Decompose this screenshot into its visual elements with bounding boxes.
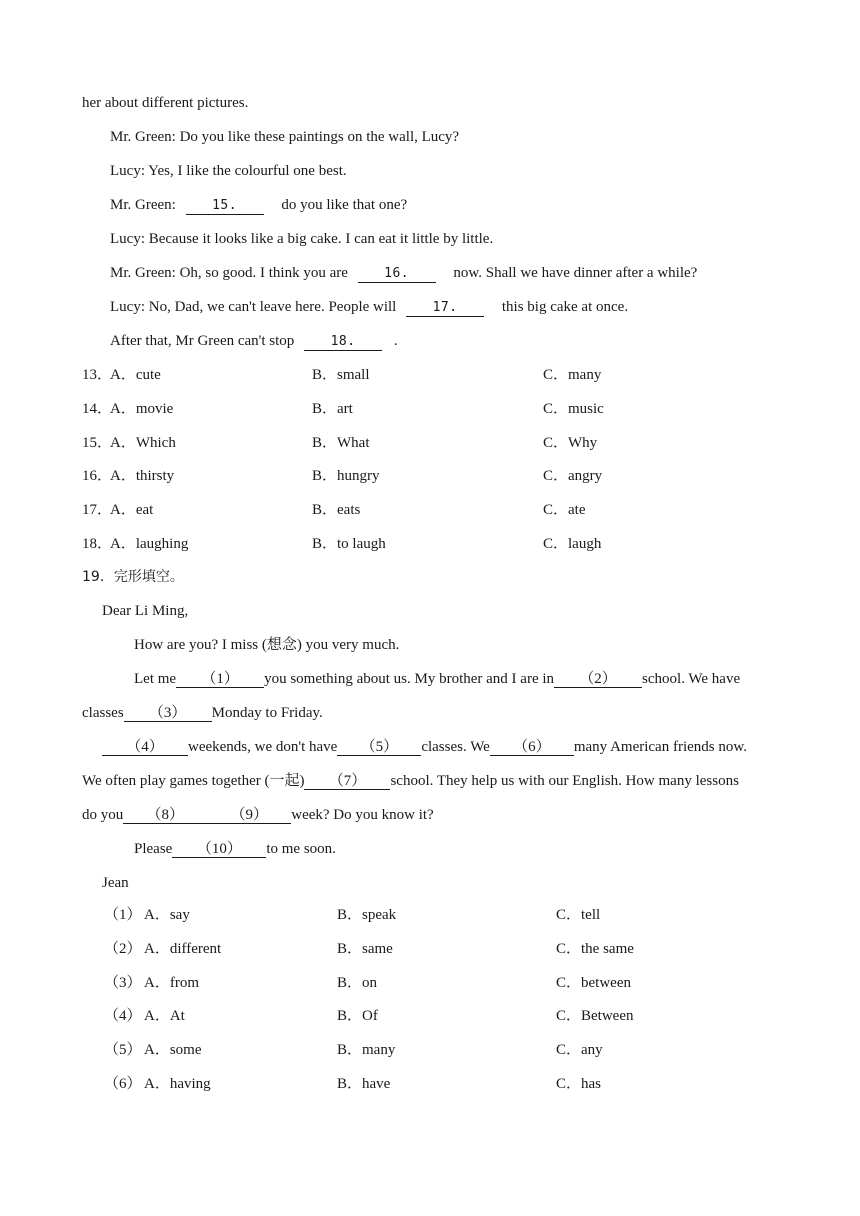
option-c[interactable]: C．has <box>556 1076 602 1092</box>
blank-5[interactable]: （5） <box>337 739 421 756</box>
letter-line-4 <box>102 738 747 756</box>
option-a[interactable]: A．At <box>144 1008 185 1025</box>
option-a[interactable]: A．having <box>144 1076 211 1092</box>
letter-salutation: Dear Li Ming, <box>102 603 189 619</box>
option-a[interactable]: A．from <box>144 974 199 991</box>
blank-7[interactable]: （7） <box>304 773 390 790</box>
option-a[interactable]: A．movie <box>110 400 174 417</box>
option-b[interactable]: B．hungry <box>312 468 380 485</box>
option-b[interactable]: B．Of <box>337 1008 378 1025</box>
letter-text: you something about us. My brother and I are in <box>264 671 555 687</box>
dialogue-text: After that, Mr Green can't stop <box>110 333 295 349</box>
option-b[interactable]: B．What <box>312 434 370 451</box>
question-number: （3） <box>104 974 142 991</box>
dialogue-text: Lucy: No, Dad, we can't leave here. People will <box>110 299 397 315</box>
letter-signature: Jean <box>102 875 129 891</box>
dialogue-text: do you like that one? <box>281 197 408 213</box>
question-number: 17． <box>82 502 113 519</box>
letter-text: classes. We <box>421 739 490 755</box>
dialogue-line-4: Lucy: Because it looks like a big cake. I can eat it little by little. <box>110 231 494 247</box>
option-b[interactable]: B．many <box>337 1042 396 1059</box>
blank-4[interactable]: （4） <box>102 739 188 756</box>
option-a[interactable]: A．laughing <box>110 536 189 552</box>
blank-8[interactable]: （8） <box>123 807 207 824</box>
letter-text: do you <box>82 807 124 823</box>
option-c[interactable]: C．Between <box>556 1008 634 1025</box>
letter-line-6 <box>82 806 434 824</box>
option-b[interactable]: B．on <box>337 974 378 991</box>
option-c[interactable]: C．ate <box>543 502 586 519</box>
dialogue-text: . <box>393 333 398 349</box>
option-c[interactable]: C．angry <box>543 468 603 485</box>
option-b[interactable]: B．small <box>312 367 370 383</box>
option-c[interactable]: C．Why <box>543 434 598 451</box>
letter-text: Let me <box>134 671 177 687</box>
passage-intro: her about different pictures. <box>82 95 249 111</box>
question-number: 18． <box>82 536 113 552</box>
letter-text: classes <box>82 705 124 721</box>
section-title: 19．完形填空。 <box>82 569 184 585</box>
option-a[interactable]: A．cute <box>110 367 161 383</box>
question-number: （4） <box>104 1008 142 1025</box>
letter-text: to me soon. <box>266 841 336 857</box>
option-a[interactable]: A．say <box>144 907 190 923</box>
letter-text: Monday to Friday. <box>211 705 323 721</box>
blank-1[interactable]: （1） <box>176 671 264 688</box>
dialogue-line-6 <box>110 298 628 317</box>
dialogue-line-2: Lucy: Yes, I like the colourful one best. <box>110 163 347 179</box>
question-number: 13． <box>82 367 113 383</box>
dialogue-line-1: Mr. Green: Do you like these paintings on the wall, Lucy? <box>110 129 460 145</box>
blank-3[interactable]: （3） <box>124 705 212 722</box>
blank-9[interactable]: （9） <box>207 807 291 824</box>
letter-line-1: How are you? I miss (想念) you very much. <box>134 637 400 653</box>
blank-2[interactable]: （2） <box>554 671 642 688</box>
option-c[interactable]: C．tell <box>556 907 601 923</box>
letter-text: many American friends now. <box>573 739 747 755</box>
dialogue-text: now. Shall we have dinner after a while? <box>453 265 698 281</box>
option-b[interactable]: B．art <box>312 400 353 417</box>
option-c[interactable]: C．music <box>543 400 604 417</box>
blank-18[interactable]: 18. <box>304 334 382 351</box>
option-a[interactable]: A．eat <box>110 502 154 519</box>
dialogue-text: this big cake at once. <box>501 299 629 315</box>
option-c[interactable]: C．many <box>543 367 602 383</box>
question-number: （6） <box>104 1076 142 1092</box>
option-c[interactable]: C．laugh <box>543 536 602 552</box>
question-number: 14． <box>82 400 113 417</box>
dialogue-text: Mr. Green: <box>110 197 176 213</box>
question-number: （2） <box>104 940 142 957</box>
option-b[interactable]: B．same <box>337 940 393 957</box>
option-b[interactable]: B．have <box>337 1076 391 1092</box>
dialogue-line-3 <box>110 196 407 215</box>
letter-line-3 <box>82 704 323 722</box>
letter-text: Please <box>134 841 173 857</box>
letter-text: school. They help us with our English. How many lessons <box>390 773 739 789</box>
option-c[interactable]: C．any <box>556 1042 603 1059</box>
option-a[interactable]: A．different <box>144 940 222 957</box>
blank-15[interactable]: 15. <box>186 198 264 215</box>
option-a[interactable]: A．some <box>144 1042 202 1059</box>
option-a[interactable]: A．Which <box>110 434 176 451</box>
letter-text: school. We have <box>642 671 741 687</box>
option-a[interactable]: A．thirsty <box>110 468 175 485</box>
dialogue-line-5 <box>110 264 697 283</box>
question-number: 15． <box>82 434 113 451</box>
blank-16[interactable]: 16. <box>358 266 436 283</box>
dialogue-line-7 <box>110 332 398 351</box>
letter-text: weekends, we don't have <box>188 739 338 755</box>
option-c[interactable]: C．the same <box>556 940 634 957</box>
option-b[interactable]: B．speak <box>337 907 397 923</box>
question-number: （5） <box>104 1042 142 1059</box>
dialogue-text: Mr. Green: Oh, so good. I think you are <box>110 265 348 281</box>
letter-line-7 <box>134 840 336 858</box>
letter-text: week? Do you know it? <box>291 807 434 823</box>
question-number: （1） <box>104 907 142 923</box>
question-number: 16． <box>82 468 113 485</box>
option-c[interactable]: C．between <box>556 974 631 991</box>
blank-6[interactable]: （6） <box>490 739 574 756</box>
option-b[interactable]: B．eats <box>312 502 361 519</box>
blank-17[interactable]: 17. <box>406 300 484 317</box>
blank-10[interactable]: （10） <box>172 841 266 858</box>
letter-text: We often play games together (一起) <box>82 773 305 789</box>
option-b[interactable]: B．to laugh <box>312 536 386 552</box>
letter-line-5 <box>82 772 739 790</box>
letter-line-2 <box>134 670 740 688</box>
